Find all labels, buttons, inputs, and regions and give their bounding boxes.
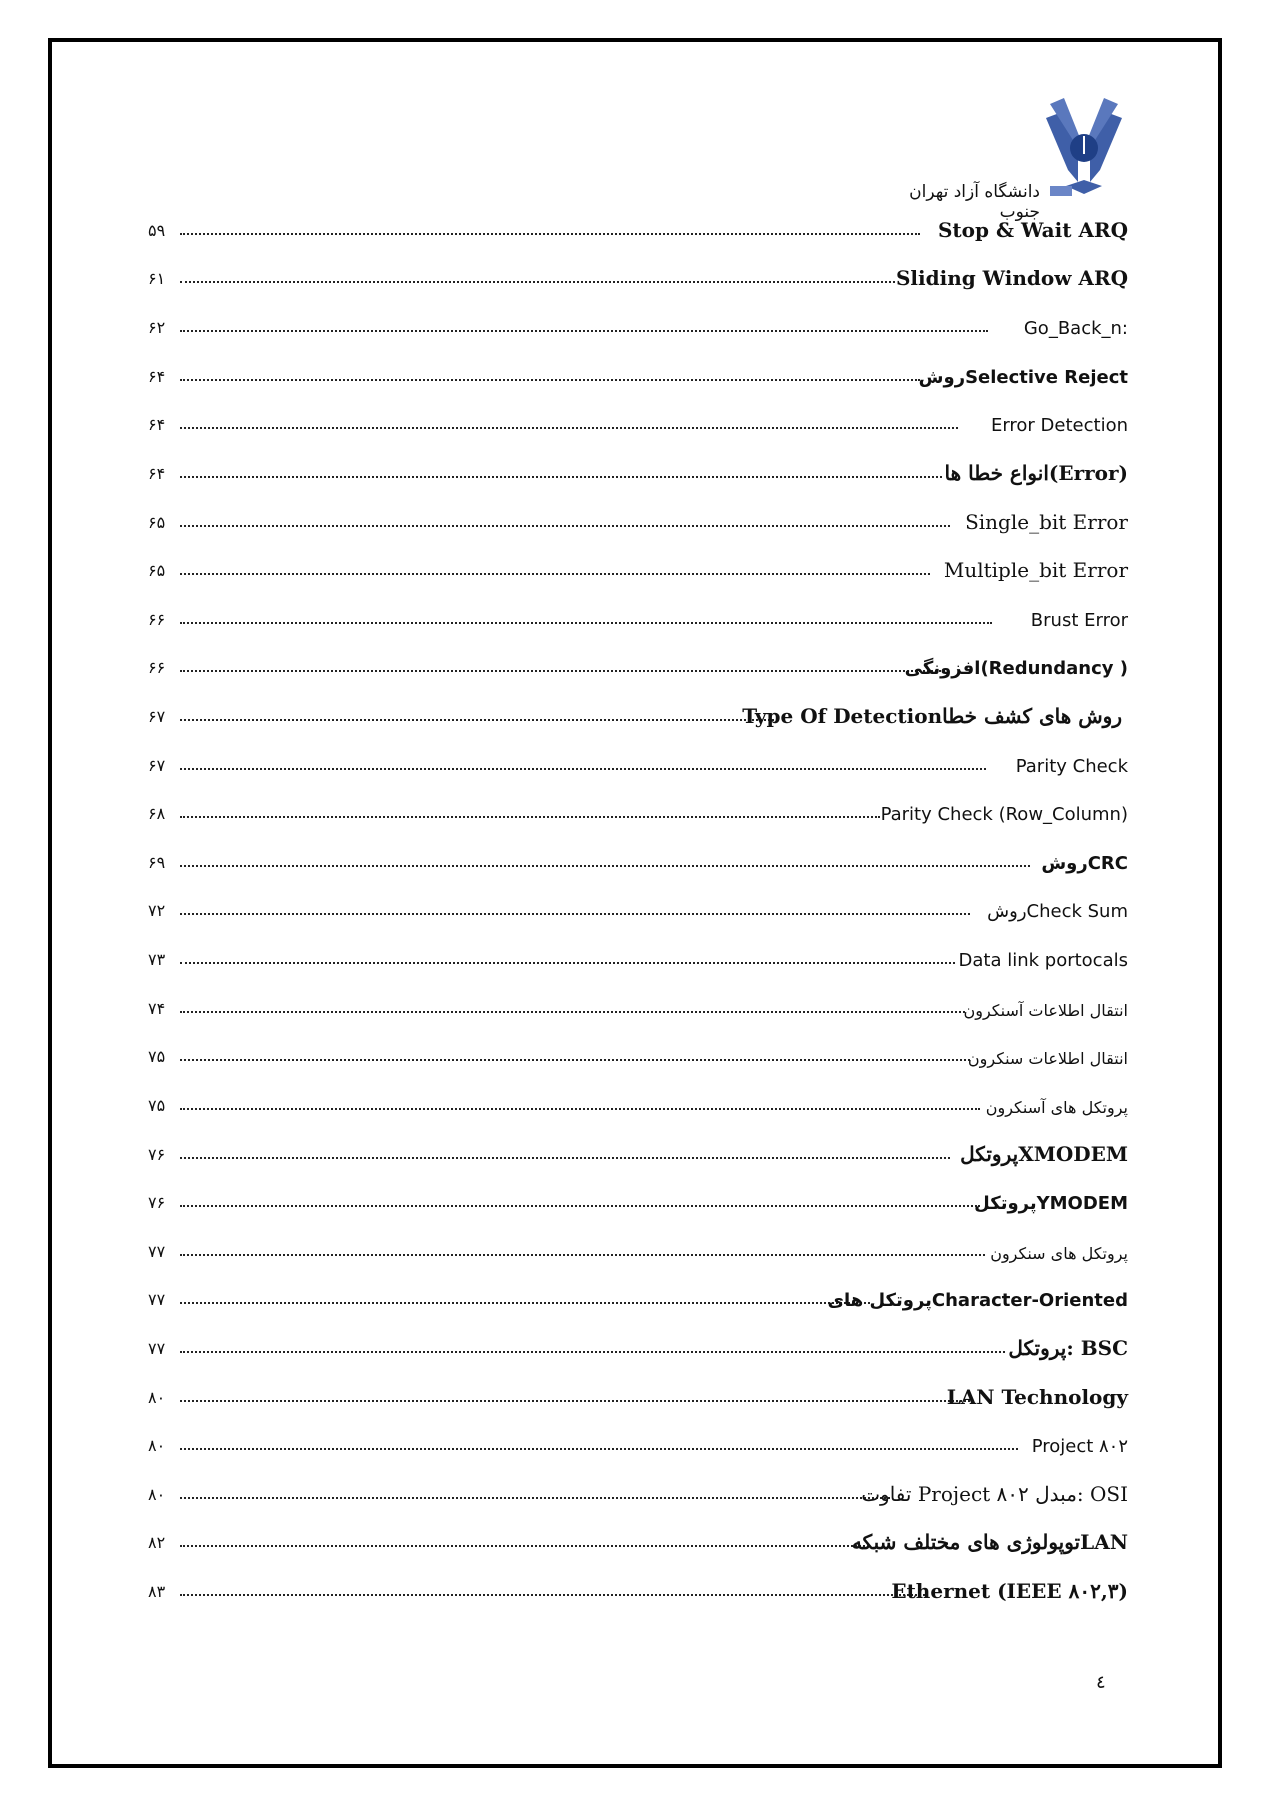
leader-dots [180,1448,1018,1450]
university-logo [1044,90,1124,200]
toc-page-number: ۷۵ [148,1047,166,1066]
leader-dots [180,622,992,624]
leader-dots [180,573,930,575]
toc-entry[interactable] [148,1472,1128,1508]
toc-entry-title: Data link portocals [958,950,1128,971]
toc-entry-title: Multiple_bit Error [943,558,1128,582]
toc-entry[interactable] [148,1229,1128,1265]
toc-page-number: ۷۵ [148,1096,166,1115]
toc-page-number: ۸۲ [148,1533,166,1552]
toc-page-number: ۶۴ [148,367,166,386]
university-name: دانشگاه آزاد تهران جنوب [909,182,1040,222]
toc-entry[interactable] [148,208,1128,244]
toc-entry[interactable] [148,986,1128,1022]
toc-entry-title: روشSelective Reject [918,367,1128,388]
toc-page-number: ۵۹ [148,221,166,240]
toc-entry[interactable] [148,597,1128,633]
toc-page-number: ۸۰ [148,1436,166,1455]
toc-page-number: ۶۴ [148,464,166,483]
toc-page-number: ۶۶ [148,610,166,629]
toc-entry-title: پروتکل هایCharacter-Oriented [827,1290,1128,1311]
leader-dots [180,1011,965,1013]
toc-page-number: ۶۲ [148,318,166,337]
leader-dots [180,670,945,672]
toc-entry-title: پروتکل های سنکرون [990,1244,1128,1263]
leader-dots [180,1205,980,1207]
leader-dots [180,816,880,818]
toc-entry-title: تفاوت Project ۸۰۲ مبدل: OSI [861,1482,1128,1506]
toc-page-number: ۶۴ [148,415,166,434]
toc-entry[interactable] [148,305,1128,341]
toc-entry[interactable] [148,402,1128,438]
toc-entry[interactable] [148,694,1128,730]
toc-page-number: ۶۹ [148,853,166,872]
toc-entry-title: Sliding Window ARQ [895,266,1128,290]
toc-page-number: ۸۳ [148,1582,166,1601]
toc-entry[interactable] [148,1423,1128,1459]
page-number: ٤ [1096,1672,1106,1693]
toc-entry[interactable] [148,1180,1128,1216]
toc-page-number: ۶۶ [148,658,166,677]
toc-entry-title: Project ۸۰۲ [1031,1436,1128,1457]
leader-dots [180,1254,985,1256]
toc-entry-title: پروتکل: BSC [1008,1336,1128,1360]
toc-page-number: ۶۵ [148,513,166,532]
leader-dots [180,1351,1005,1353]
toc-entry-title: انتقال اطلاعات آسنکرون [963,1001,1128,1020]
toc-entry[interactable] [148,645,1128,681]
toc-entry[interactable] [148,1375,1128,1411]
toc-entry[interactable] [148,1569,1128,1605]
leader-dots [180,476,942,478]
toc-entry-title: انواع خطا ها(Error) [944,461,1128,485]
leader-dots [180,233,920,235]
leader-dots [180,427,958,429]
toc-page-number: ۷۲ [148,901,166,920]
toc-entry-title: پروتکل های آسنکرون [985,1098,1128,1117]
toc-entry-title: روشCRC [1041,853,1128,874]
leader-dots [180,865,1030,867]
leader-dots [180,1157,950,1159]
toc-entry-title: توپولوژی های مختلف شبکهLAN [851,1530,1128,1554]
toc-page-number: ۶۷ [148,756,166,775]
toc-page-number: ۷۴ [148,999,166,1018]
toc-entry[interactable] [148,451,1128,487]
toc-entry[interactable] [148,354,1128,390]
toc-entry-title: Ethernet (IEEE ۸۰۲,۳) [891,1579,1128,1603]
toc-entry[interactable] [148,1277,1128,1313]
toc-page-number: ۷۳ [148,950,166,969]
toc-page-number: ۷۷ [148,1290,166,1309]
toc-entry[interactable] [148,1083,1128,1119]
toc-entry-title: افزونگی(Redundancy ) [904,658,1128,679]
leader-dots [180,962,955,964]
toc-entry-title: Type Of Detectionروش های کشف خطا [742,704,1122,728]
toc-page-number: ۷۶ [148,1145,166,1164]
toc-page-number: ۸۰ [148,1485,166,1504]
leader-dots [180,1059,970,1061]
toc-entry-title: انتقال اطلاعات سنکرون [967,1049,1128,1068]
toc-entry-title: پروتکلYMODEM [974,1193,1128,1214]
toc-page-number: ۷۷ [148,1242,166,1261]
leader-dots [180,768,986,770]
leader-dots [180,913,970,915]
toc-entry-title: Parity Check (Row_Column) [880,804,1128,825]
toc-page-number: ۷۷ [148,1339,166,1358]
toc-page-number: ۷۶ [148,1193,166,1212]
toc-page-number: ۶۸ [148,804,166,823]
toc-entry[interactable] [148,1132,1128,1168]
toc-entry[interactable] [148,937,1128,973]
leader-dots [180,1497,890,1499]
toc-entry[interactable] [148,256,1128,292]
leader-dots [180,1400,970,1402]
toc-entry[interactable] [148,1034,1128,1070]
toc-entry[interactable] [148,1520,1128,1556]
toc-entry[interactable] [148,888,1128,924]
toc-entry-title: Stop & Wait ARQ [937,218,1128,242]
toc-entry[interactable] [148,548,1128,584]
toc-entry[interactable] [148,743,1128,779]
leader-dots [180,330,988,332]
toc-entry-title: LAN Technology [946,1385,1128,1409]
toc-entry-title: Single_bit Error [965,510,1128,534]
toc-page-number: ۶۱ [148,269,166,288]
leader-dots [180,281,895,283]
toc-entry-title: Parity Check [1015,756,1128,777]
leader-dots [180,719,778,721]
leader-dots [180,1594,925,1596]
leader-dots [180,1302,870,1304]
toc-page-number: ۶۵ [148,561,166,580]
toc-entry[interactable] [148,791,1128,827]
toc-page-number: ۸۰ [148,1388,166,1407]
toc-entry-title: Brust Error [1030,610,1128,631]
leader-dots [180,525,950,527]
toc-entry[interactable] [148,840,1128,876]
toc-entry-title: Error Detection [990,415,1128,436]
leader-dots [180,1545,865,1547]
toc-page-number: ۶۷ [148,707,166,726]
toc-entry-title: پروتکلXMODEM [960,1142,1128,1166]
leader-dots [180,379,920,381]
toc-entry-title: روشCheck Sum [987,901,1128,922]
toc-entry[interactable] [148,1326,1128,1362]
leader-dots [180,1108,980,1110]
toc-entry[interactable] [148,500,1128,536]
toc-entry-title: Go_Back_n: [1023,318,1128,339]
